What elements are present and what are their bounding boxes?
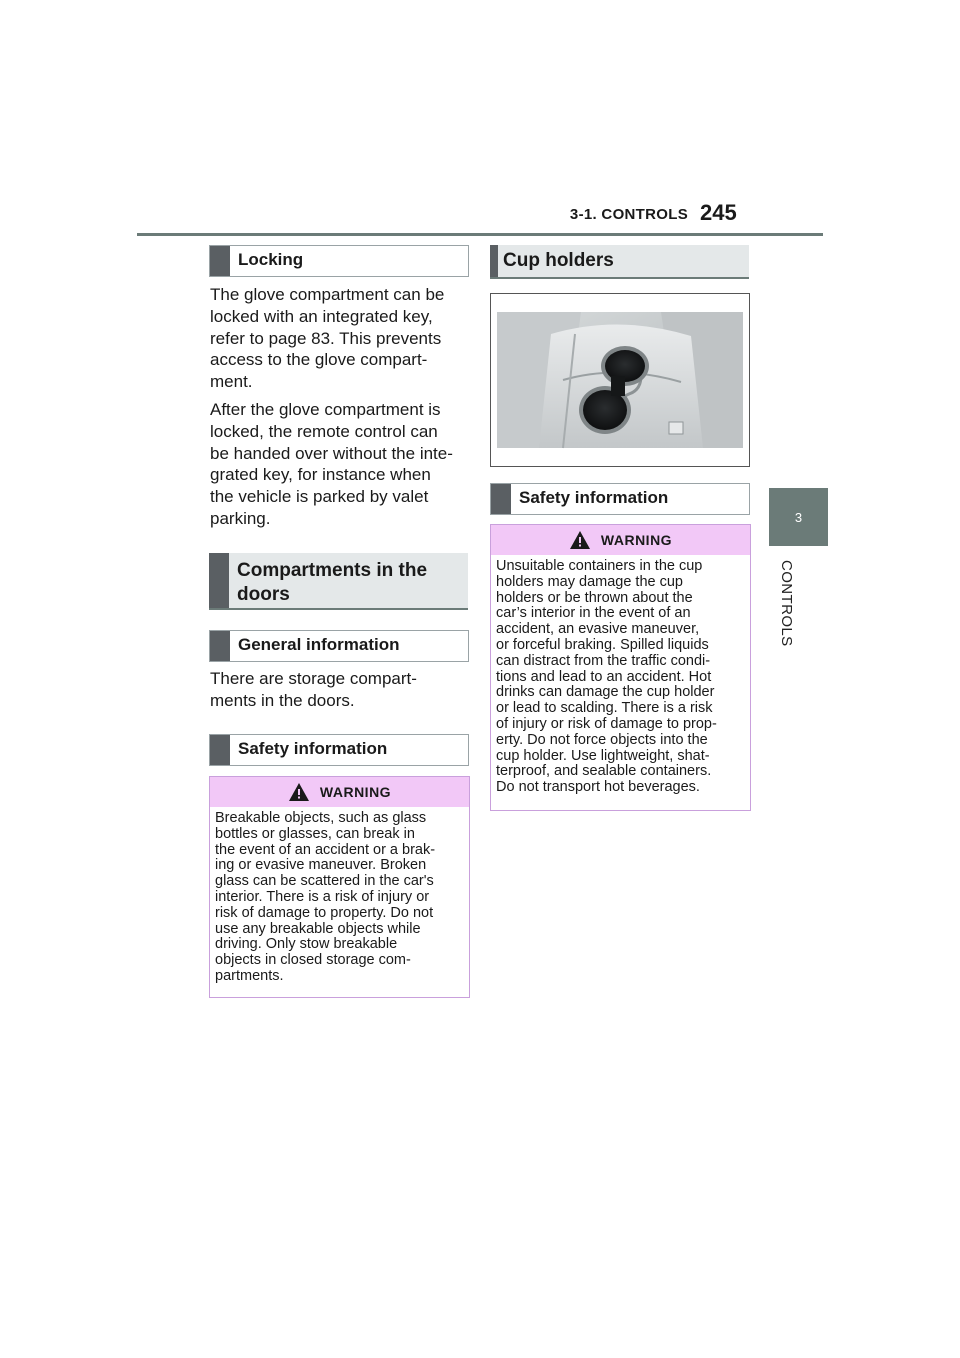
cup-holder-illustration [490,293,750,467]
locking-paragraph-1 [210,284,472,393]
header-rule [137,233,823,236]
heading-bar [490,245,498,277]
heading-text: Cup holders [503,250,614,271]
heading-compartments-doors [209,553,468,610]
warning-triangle-icon [569,530,591,550]
text-line: glass can be scattered in the car's [215,873,434,890]
heading-bar [210,631,230,661]
warning-title: WARNING [319,784,392,800]
text-line: The glove compartment can be [210,285,445,304]
text-line: ing or evasive maneuver. Broken [215,857,427,874]
heading-bar [210,735,230,765]
text-line: parking. [210,508,271,528]
text-line: There are storage compart- [210,669,417,688]
heading-bar [209,553,229,608]
heading-line: Compartments in the [237,560,428,581]
chapter-label: CONTROLS [778,560,795,647]
heading-safety-information-right [490,483,750,515]
cup-holder-image [491,294,749,466]
text-line: the vehicle is parked by valet [210,487,429,507]
warning-text [496,559,744,796]
warning-box-glass [209,776,470,998]
page-number: 245 [700,200,737,225]
text-line: Unsuitable containers in the cup [496,558,703,574]
text-line: of injury or risk of damage to prop- [496,715,717,732]
heading-text [237,559,427,607]
text-line: risk of damage to property. Do not [215,904,434,921]
text-line: partments. [215,967,284,984]
warning-header [210,777,469,807]
heading-bar [210,246,230,276]
warning-triangle-icon [288,782,310,802]
text-line: Do not transport hot beverages. [496,779,700,796]
text-line: accident, an evasive maneuver, [496,621,700,638]
text-line: locked with an integrated key, [210,306,433,326]
text-line: or lead to scalding. There is a risk [496,700,713,717]
heading-text: Locking [238,250,304,269]
warning-box-cup-holders [490,524,751,811]
text-line: driving. Only stow breakable [215,936,398,953]
text-line: car’s interior in the event of an [496,605,691,622]
heading-text: Safety information [519,488,669,507]
text-line: ment. [210,372,253,392]
text-line: drinks can damage the cup holder [496,684,715,701]
text-line: can distract from the traffic condi- [496,652,711,669]
text-line: holders may damage the cup [496,573,683,590]
text-line: bottles or glasses, can break in [215,825,415,842]
section-title: 3-1. CONTROLS [569,206,688,223]
text-line: grated key, for instance when [210,465,431,485]
text-line: objects in closed storage com- [215,952,411,969]
text-line: erty. Do not force objects into the [496,731,708,748]
text-line: access to the glove compart- [210,350,428,370]
heading-cup-holders [490,245,749,279]
general-info-paragraph [210,668,472,712]
chapter-number: 3 [794,509,803,525]
text-line: refer to page 83. This prevents [210,328,442,348]
text-line: use any breakable objects while [215,920,421,937]
locking-paragraph-2 [210,399,472,530]
text-line: holders or be thrown about the [496,589,693,606]
text-line: cup holder. Use lightweight, shat- [496,747,710,764]
heading-text: General information [238,635,400,654]
text-line: the event of an accident or a brak- [215,841,436,858]
heading-text: Safety information [238,739,388,758]
heading-safety-information-left [209,734,469,766]
text-line: tions and lead to an accident. Hot [496,668,712,685]
text-line: interior. There is a risk of injury or [215,888,430,905]
text-line: be handed over without the inte- [210,443,453,463]
text-line: locked, the remote control can [210,421,438,441]
heading-general-information [209,630,469,662]
warning-text [215,811,463,985]
heading-line: doors [237,584,290,605]
text-line: ments in the doors. [210,690,355,710]
text-line: After the glove compartment is [210,400,441,419]
chapter-tab [769,488,828,546]
warning-header [491,525,750,555]
text-line: Breakable objects, such as glass [215,810,427,826]
warning-title: WARNING [600,532,673,548]
heading-bar [491,484,511,514]
heading-locking [209,245,469,277]
text-line: or forceful braking. Spilled liquids [496,636,709,653]
text-line: terproof, and sealable containers. [496,763,712,780]
